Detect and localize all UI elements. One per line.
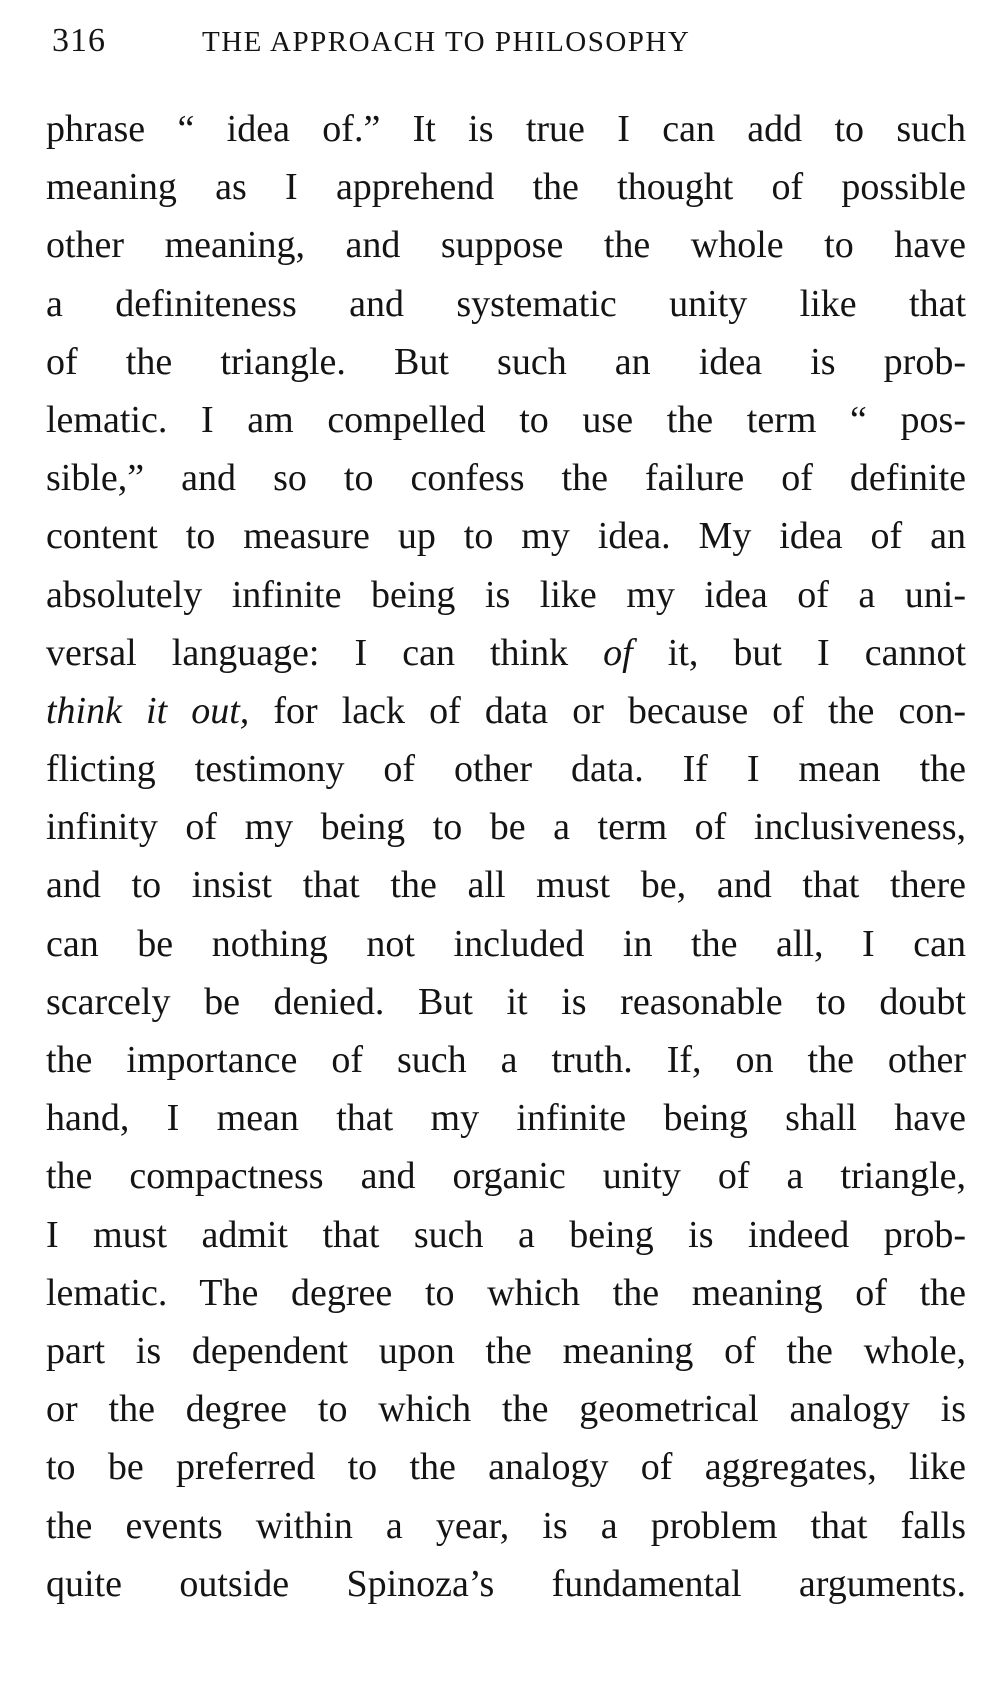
text-line: lematic. The degree to which the meaning of the (46, 1271, 966, 1314)
text-line: the compactness and organic unity of a triangle, (46, 1155, 966, 1198)
text-line: I must admit that such a being is indeed prob- (46, 1213, 966, 1256)
text-line: to be preferred to the analogy of aggregates, like (46, 1446, 966, 1489)
text-segment: versal language: I can think (46, 631, 569, 674)
running-head (52, 22, 852, 72)
page-number: 316 (52, 22, 106, 59)
text-line: phrase “ idea of.” It is true I can add to such (46, 108, 966, 150)
text-line: of the triangle. But such an idea is prob- (46, 340, 966, 383)
text-line: the events within a year, is a problem that falls (46, 1504, 966, 1547)
text-segment: for lack of data or because of the con- (273, 689, 966, 732)
text-line: a definiteness and systematic unity like that (46, 282, 966, 325)
text-line: part is dependent upon the meaning of the whole, (46, 1329, 966, 1372)
text-line: other meaning, and suppose the whole to have (46, 224, 966, 267)
text-line: can be nothing not included in the all, I can (46, 922, 966, 965)
body-text (46, 100, 966, 1613)
text-line: sible,” and so to confess the failure of definite (46, 457, 966, 500)
text-line: quite outside Spinoza’s fundamental arguments. (46, 1562, 966, 1605)
text-line: or the degree to which the geometrical analogy is (46, 1388, 966, 1431)
text-line: flicting testimony of other data. If I mean the (46, 748, 966, 791)
text-line-with-emphasis (46, 682, 966, 740)
text-segment: it, but I cannot (667, 631, 966, 674)
text-line: meaning as I apprehend the thought of possible (46, 166, 966, 209)
text-line: and to insist that the all must be, and that there (46, 864, 966, 907)
text-line: hand, I mean that my infinite being shall have (46, 1097, 966, 1140)
emphasis-of: of (603, 631, 633, 674)
running-title: THE APPROACH TO PHILOSOPHY (202, 26, 691, 58)
emphasis-think-it-out: think it out, (46, 689, 250, 732)
text-line: lematic. I am compelled to use the term “ pos- (46, 398, 966, 441)
text-line-with-emphasis (46, 624, 966, 682)
text-line: infinity of my being to be a term of inclusiveness, (46, 806, 966, 849)
text-line: content to measure up to my idea. My idea of an (46, 515, 966, 558)
text-line: absolutely infinite being is like my idea of a uni- (46, 573, 966, 616)
text-line: scarcely be denied. But it is reasonable to doubt (46, 980, 966, 1023)
text-line: the importance of such a truth. If, on the other (46, 1039, 966, 1081)
